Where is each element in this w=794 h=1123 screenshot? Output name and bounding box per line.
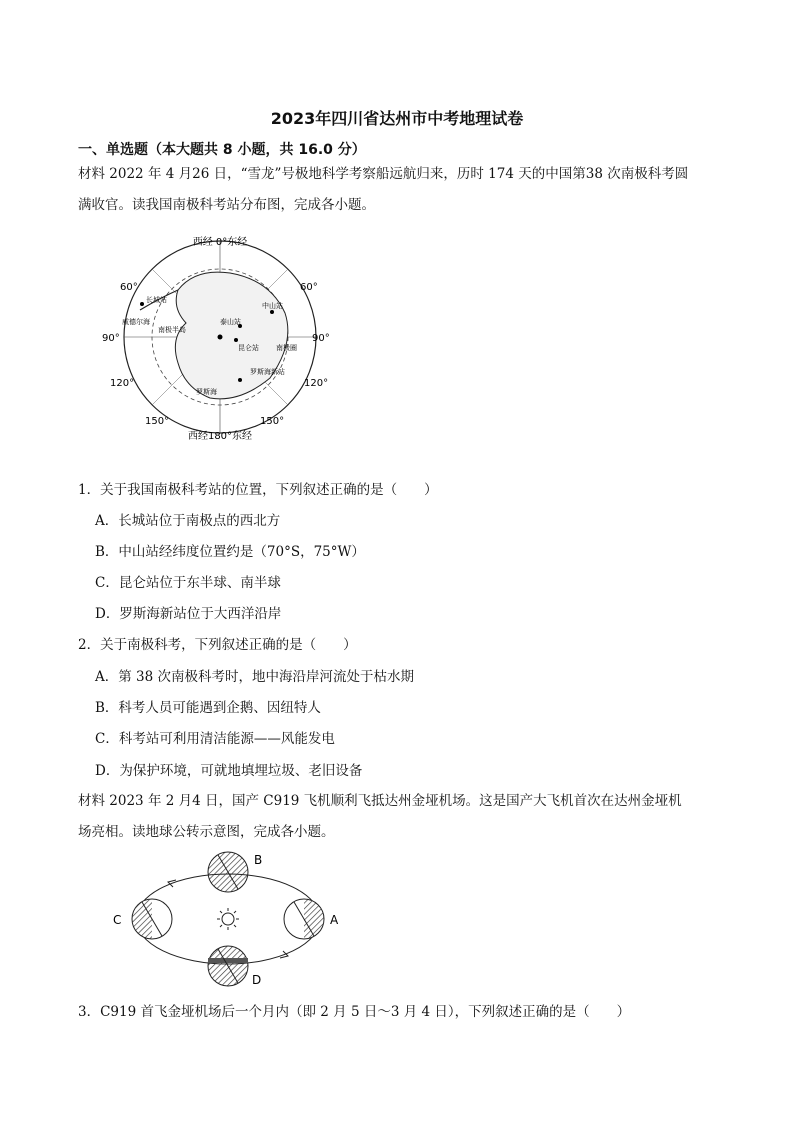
question-2-option-d: D．为保护环境，可就地填埋垃圾、老旧设备 — [95, 763, 363, 779]
material-2-line-2: 场亮相。读地球公转示意图，完成各小题。 — [78, 824, 335, 840]
label-ross-sea: 罗斯海 — [196, 388, 217, 396]
question-2-option-a: A．第 38 次南极科考时，地中海沿岸河流处于枯水期 — [95, 669, 415, 685]
material-2 — [78, 786, 728, 848]
antarctic-stations-map — [100, 228, 340, 443]
question-3-stem: 3．C919 首飞金垭机场后一个月内（即 2 月 5 日～3 月 4 日），下列叙述正确的是（ ） — [78, 1004, 631, 1020]
map-top-label: 西经 0°东经 — [192, 237, 248, 248]
question-2-option-c: C．科考站可利用清洁能源——风能发电 — [95, 731, 335, 747]
section-heading: 一、单选题（本大题共 8 小题，共 16.0 分） — [78, 142, 366, 158]
lon-right-90: 90° — [312, 333, 330, 344]
material-2-line-1: 材料 2023 年 2 月4 日，国产 C919 飞机顺利飞抵达州金垭机场。这是国产大飞机首次在达州金垭机 — [78, 793, 682, 809]
station-kunlun: 昆仑站 — [238, 344, 259, 352]
question-2-stem: 2．关于南极科考，下列叙述正确的是（ ） — [78, 637, 357, 653]
orbit-label-c: C — [113, 913, 122, 927]
material-1-line-2: 满收官。读我国南极科考站分布图，完成各小题。 — [78, 197, 375, 213]
earth-position-a — [284, 899, 324, 939]
lon-left-120: 120° — [110, 378, 135, 389]
label-antarctic-circle: 南极圈 — [276, 344, 297, 352]
question-1-option-c: C．昆仑站位于东半球、南半球 — [95, 575, 281, 591]
page-title: 2023年四川省达州市中考地理试卷 — [270, 109, 524, 128]
lon-left-90: 90° — [102, 333, 120, 344]
earth-position-b — [208, 852, 248, 892]
station-zhongshan: 中山站 — [262, 302, 283, 310]
lon-right-150: 150° — [260, 416, 285, 427]
question-1-stem: 1．关于我国南极科考站的位置，下列叙述正确的是（ ） — [78, 482, 438, 498]
lon-right-60: 60° — [300, 282, 318, 293]
station-taishan: 泰山站 — [220, 318, 241, 326]
material-1 — [78, 159, 728, 221]
question-2-option-b: B．科考人员可能遇到企鹅、因纽特人 — [95, 700, 321, 716]
question-1-option-b: B．中山站经纬度位置约是（70°S，75°W） — [95, 544, 365, 560]
sun-icon — [217, 908, 239, 930]
earth-position-c — [132, 899, 172, 939]
lon-left-150: 150° — [145, 416, 170, 427]
material-1-line-1: 材料 2022 年 4 月26 日，“雪龙”号极地科学考察船远航归来，历时 174 天的中国第38 次南极科考圆 — [78, 166, 689, 182]
orbit-label-d: D — [252, 973, 262, 987]
earth-orbit-diagram — [108, 850, 348, 990]
lon-right-120: 120° — [304, 378, 329, 389]
map-bottom-label: 西经180°东经 — [187, 431, 253, 442]
label-peninsula: 南极半岛 — [158, 326, 186, 334]
label-weddell-sea: 威德尔海 — [122, 318, 150, 326]
earth-position-d — [208, 946, 248, 986]
orbit-label-b: B — [254, 853, 263, 867]
question-1-option-d: D．罗斯海新站位于大西洋沿岸 — [95, 606, 282, 622]
question-1-option-a: A．长城站位于南极点的西北方 — [95, 513, 281, 529]
orbit-label-a: A — [330, 913, 339, 927]
station-ross-sea: 罗斯海新站 — [250, 368, 285, 376]
station-changcheng: 长城站 — [146, 296, 167, 304]
lon-left-60: 60° — [120, 282, 138, 293]
